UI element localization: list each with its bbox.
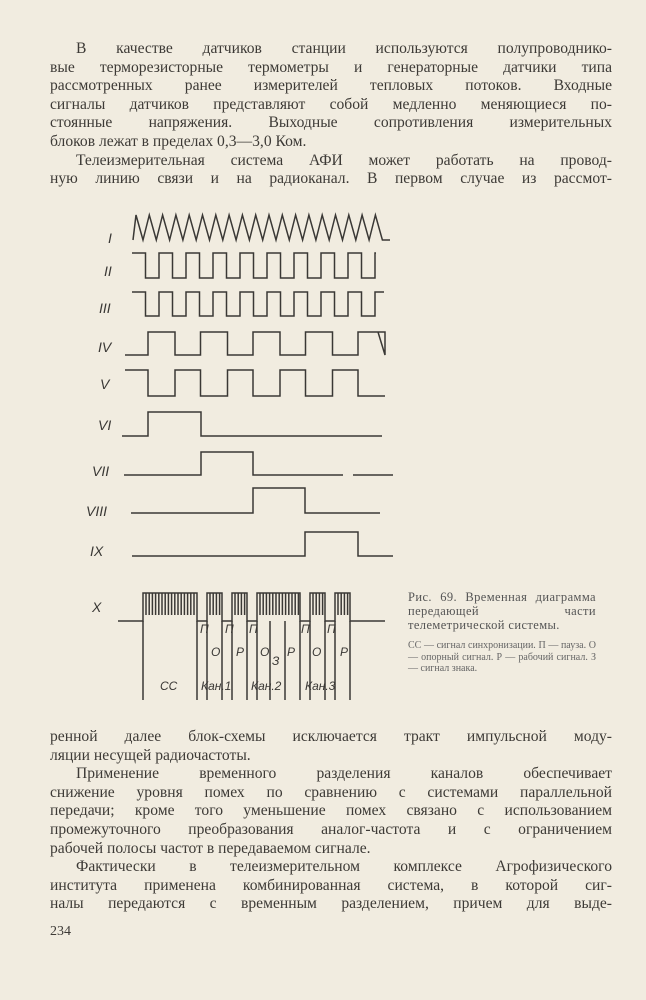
reference-label: О <box>260 645 270 659</box>
waveform-6 <box>122 412 382 436</box>
row-label-1: I <box>108 230 112 246</box>
text-line: вые терморезисторные термометры и генераторные датчики типа <box>50 58 612 76</box>
row-label-8: VIII <box>86 503 108 519</box>
waveform-7 <box>124 452 343 475</box>
row-label-5: V <box>100 376 110 392</box>
waveform-9 <box>132 532 393 556</box>
text-line: ляции несущей радиочастоты. <box>50 746 251 764</box>
working-label: Р <box>287 645 296 659</box>
pause-label: П <box>249 622 258 636</box>
channel-3-label: Кан.3 <box>305 679 336 693</box>
row-label-7: VII <box>92 463 110 479</box>
reference-label: О <box>211 645 221 659</box>
text-line: передачи; кроме того уменьшение помех связано с использованием <box>50 802 612 820</box>
text-line: снижение уровня помех по сравнению с системами параллельной <box>50 783 612 801</box>
text-line: ренной далее блок-схемы исключается тракт импульсной моду- <box>50 728 612 745</box>
pause-label: П <box>301 622 310 636</box>
pause-label: П <box>225 622 234 636</box>
pause-label: П <box>327 622 336 636</box>
text-line: Фактически в телеизмерительном комплексе Агрофизического <box>76 858 612 876</box>
sync-label: СС <box>160 679 178 693</box>
page-number: 234 <box>50 924 71 939</box>
text-line: Телеизмерительная система АФИ может работать на провод- <box>76 151 612 169</box>
caption-legend: СС — сигнал синхронизации. П — пауза. О — опорный сигнал. Р — рабочий сигнал. З — сигнал знака. <box>408 640 596 674</box>
sign-label: З <box>272 654 280 668</box>
channel-2-label: Кан.2 <box>251 679 282 693</box>
row-label-2: II <box>104 263 112 279</box>
channel-1-label: Кан.1 <box>201 679 232 693</box>
bottom-paragraphs <box>50 728 612 914</box>
row-label-10: X <box>92 599 102 615</box>
waveform-5 <box>125 370 385 396</box>
text-line: института применена комбинированная система, в которой сиг- <box>50 876 612 894</box>
figure-caption <box>408 590 596 675</box>
text-line: налы передаются с временным разделением, причем для выде- <box>50 895 612 913</box>
waveform-1 <box>133 215 390 240</box>
text-line: рабочей полосы частот в передаваемом сигнале. <box>50 839 371 857</box>
pause-label: П <box>200 622 209 636</box>
working-label: Р <box>236 645 245 659</box>
waveform-3 <box>132 292 384 316</box>
reference-label: О <box>312 645 322 659</box>
waveform-2 <box>132 253 376 278</box>
row-label-9: IX <box>90 543 104 559</box>
text-line: стоянные напряжения. Выходные сопротивления измерительных <box>50 114 612 132</box>
text-line: Применение временного разделения каналов обеспечивает <box>76 765 612 783</box>
waveform-4 <box>125 332 385 355</box>
text-line: рассмотренных ранее измерителей тепловых потоков. Входные <box>50 77 612 95</box>
text-line: ную линию связи и на радиоканал. В первом случае из рассмот- <box>50 170 612 188</box>
text-line: промежуточного преобразования аналог-частота и с ограничением <box>50 820 612 838</box>
row-label-4: IV <box>98 339 112 355</box>
waveform-8 <box>131 488 380 513</box>
row-label-3: III <box>99 300 111 316</box>
text-line: сигналы датчиков представляют собой медленно меняющиеся по- <box>50 95 612 113</box>
row-label-6: VI <box>98 417 112 433</box>
working-label: Р <box>340 645 349 659</box>
text-line: блоков лежат в пределах 0,3—3,0 Ком. <box>50 132 307 150</box>
caption-title: Рис. 69. Временная диаграмма передающей части телеметрической системы. <box>408 590 596 632</box>
text-line: В качестве датчиков станции используются полупроводнико- <box>76 40 612 57</box>
